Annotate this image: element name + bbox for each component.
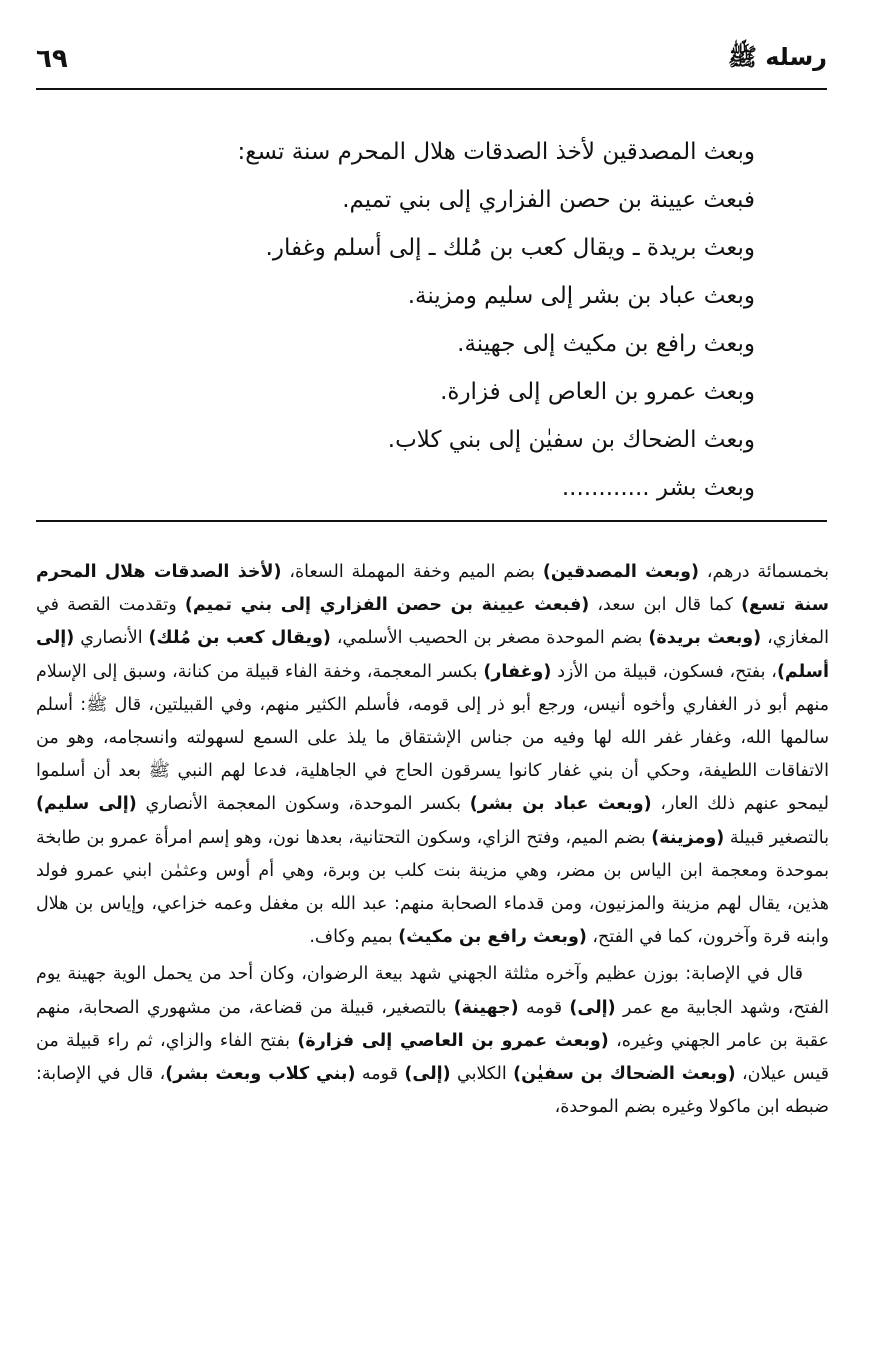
quoted-text: (وبعث المصدقين) [542, 562, 700, 582]
commentary-text: وتقدمت القصة في المغازي، [36, 595, 829, 649]
commentary-text: بكسر الموحدة، وسكون المعجمة الأنصاري [136, 794, 470, 815]
quoted-text: (لأخذ الصدقات هلال المحرم سنة تسع) [36, 562, 830, 616]
main-line-text: فبعث عيينة بن حصن الفزاري إلى بني تميم. [342, 187, 755, 213]
commentary-text: بكسر المعجمة، وخفة الفاء قبيلة من كنانة، وسبق إلى الإسلام منهم أبو ذر الغفاري وأخوه أنيس، ورجع أبو ذر إلى قومه، فأسلم الكثير منهم، وفي القبيلتين، قال ﷺ: أسلم سالمها الله، وغفار غفر الله لها وفيه من جناس الإشتقاق ما يلذ على السمع لسهولته وانسجامه، وهو من الاتفاقات اللطيفة، وحكي أن بني غفار كانوا يسرقون الحاج في الجاهلية، فدعا لهم النبي ﷺ بعد أن أسلموا ليمحو عنهم ذلك العار، [36, 661, 829, 815]
commentary-text: بضم الميم، وفتح الزاي، وسكون التحتانية، بعدها نون، وهو إسم امرأة عمرو بن طابخة بموحدة ومعجمة ابن الياس بن مضر، وهي مزينة بنت كلب بن وبرة، وهي أم أوس وعثمٰن ابني عمرو فولد هذين، يقال لهم مزينة والمزنيون، ومن قدماء الصحابة منهم: عبد الله بن مغفل وعمه خزاعي، وإياس بن هلال وابنه قرة وآخرون، كما في الفتح، [36, 827, 829, 948]
main-line-text: وبعث بشر [656, 475, 755, 501]
quoted-text: (بني كلاب وبعث بشر) [165, 1064, 356, 1085]
main-line-text: وبعث عباد بن بشر إلى سليم ومزينة. [407, 283, 755, 309]
main-line-text: وبعث الضحاك بن سفيٰن إلى بني كلاب. [387, 427, 755, 453]
commentary-paragraph [36, 556, 829, 954]
main-line [40, 128, 755, 176]
main-text [40, 128, 755, 512]
commentary-text: ، قال في الإصابة: ضبطه ابن ماكولا وغيره بضم الموحدة، [36, 1064, 829, 1118]
running-title: رسله ﷺ [727, 43, 827, 71]
main-line [40, 176, 755, 224]
quoted-text: (وبعث عمرو بن العاصي إلى فزارة) [297, 1030, 609, 1051]
footnote-divider [36, 520, 827, 522]
commentary-text: قومه [518, 997, 570, 1018]
commentary-text: بضم الميم وخفة المهملة السعاة، [281, 562, 543, 582]
commentary-text: بفتح الفاء والزاي، ثم راء قبيلة من قيس عيلان، [36, 1030, 829, 1085]
commentary-text: الأنصاري [74, 628, 149, 649]
quoted-text: (وبعث رافع بن مكيث) [398, 927, 587, 948]
quoted-text: (وبعث بريدة) [648, 628, 762, 649]
commentary-text: ، بفتح، فسكون، قبيلة من الأزد [551, 661, 777, 682]
main-line [40, 272, 755, 320]
main-line [40, 224, 755, 272]
main-line [40, 368, 755, 416]
quoted-text: (فبعث عيينة بن حصن الفزاري إلى بني تميم) [184, 595, 590, 616]
quoted-text: (إلى) [404, 1064, 451, 1085]
commentary-text: قومه [355, 1064, 405, 1085]
quoted-text: (وغفار) [483, 661, 552, 682]
page-header [36, 38, 827, 90]
commentary-text: بالتصغير، قبيلة من قضاعة، من مشهوري الصحابة، منهم عقبة بن عامر الجهني وغيره، [36, 997, 829, 1051]
main-line-text: وبعث عمرو بن العاص إلى فزارة. [440, 379, 755, 405]
commentary-text: كما قال ابن سعد، [589, 595, 742, 616]
commentary-paragraph [36, 958, 829, 1124]
ellipsis-dots: ............ [561, 475, 657, 501]
commentary-text: بميم وكاف. [309, 927, 399, 948]
main-line-text: وبعث رافع بن مكيث إلى جهينة. [457, 331, 755, 357]
commentary-text: بخمسمائة درهم، [699, 562, 829, 582]
main-line [40, 464, 755, 512]
quoted-text: (ومزينة) [651, 827, 725, 848]
quoted-text: (ويقال كعب بن مُلك) [148, 628, 331, 649]
quoted-text: (إلى أسلم) [36, 628, 830, 682]
page-number: ٦٩ [36, 44, 68, 74]
quoted-text: (إلى سليم) [36, 794, 137, 815]
main-line-text: وبعث بريدة ـ ويقال كعب بن مُلك ـ إلى أسلم وغفار. [265, 235, 755, 261]
quoted-text: (وبعث عباد بن بشر) [469, 794, 652, 815]
quoted-text: (وبعث الضحاك بن سفيٰن) [513, 1064, 736, 1085]
quoted-text: (إلى) [569, 997, 616, 1018]
commentary-text: قال في الإصابة: بوزن عظيم وآخره مثلثة الجهني شهد بيعة الرضوان، وكان أحد من يحمل الوية جهينة يوم الفتح، وشهد الجابية مع عمر [36, 964, 829, 1018]
commentary-text: بضم الموحدة مصغر بن الحصيب الأسلمي، [330, 628, 649, 649]
commentary-text: بالتصغير قبيلة [724, 827, 829, 848]
quoted-text: (جهينة) [453, 997, 519, 1018]
commentary-text: الكلابي [450, 1064, 514, 1085]
commentary [36, 556, 829, 1128]
main-line [40, 320, 755, 368]
main-line [40, 416, 755, 464]
main-line-text: وبعث المصدقين لأخذ الصدقات هلال المحرم سنة تسع: [237, 139, 755, 165]
